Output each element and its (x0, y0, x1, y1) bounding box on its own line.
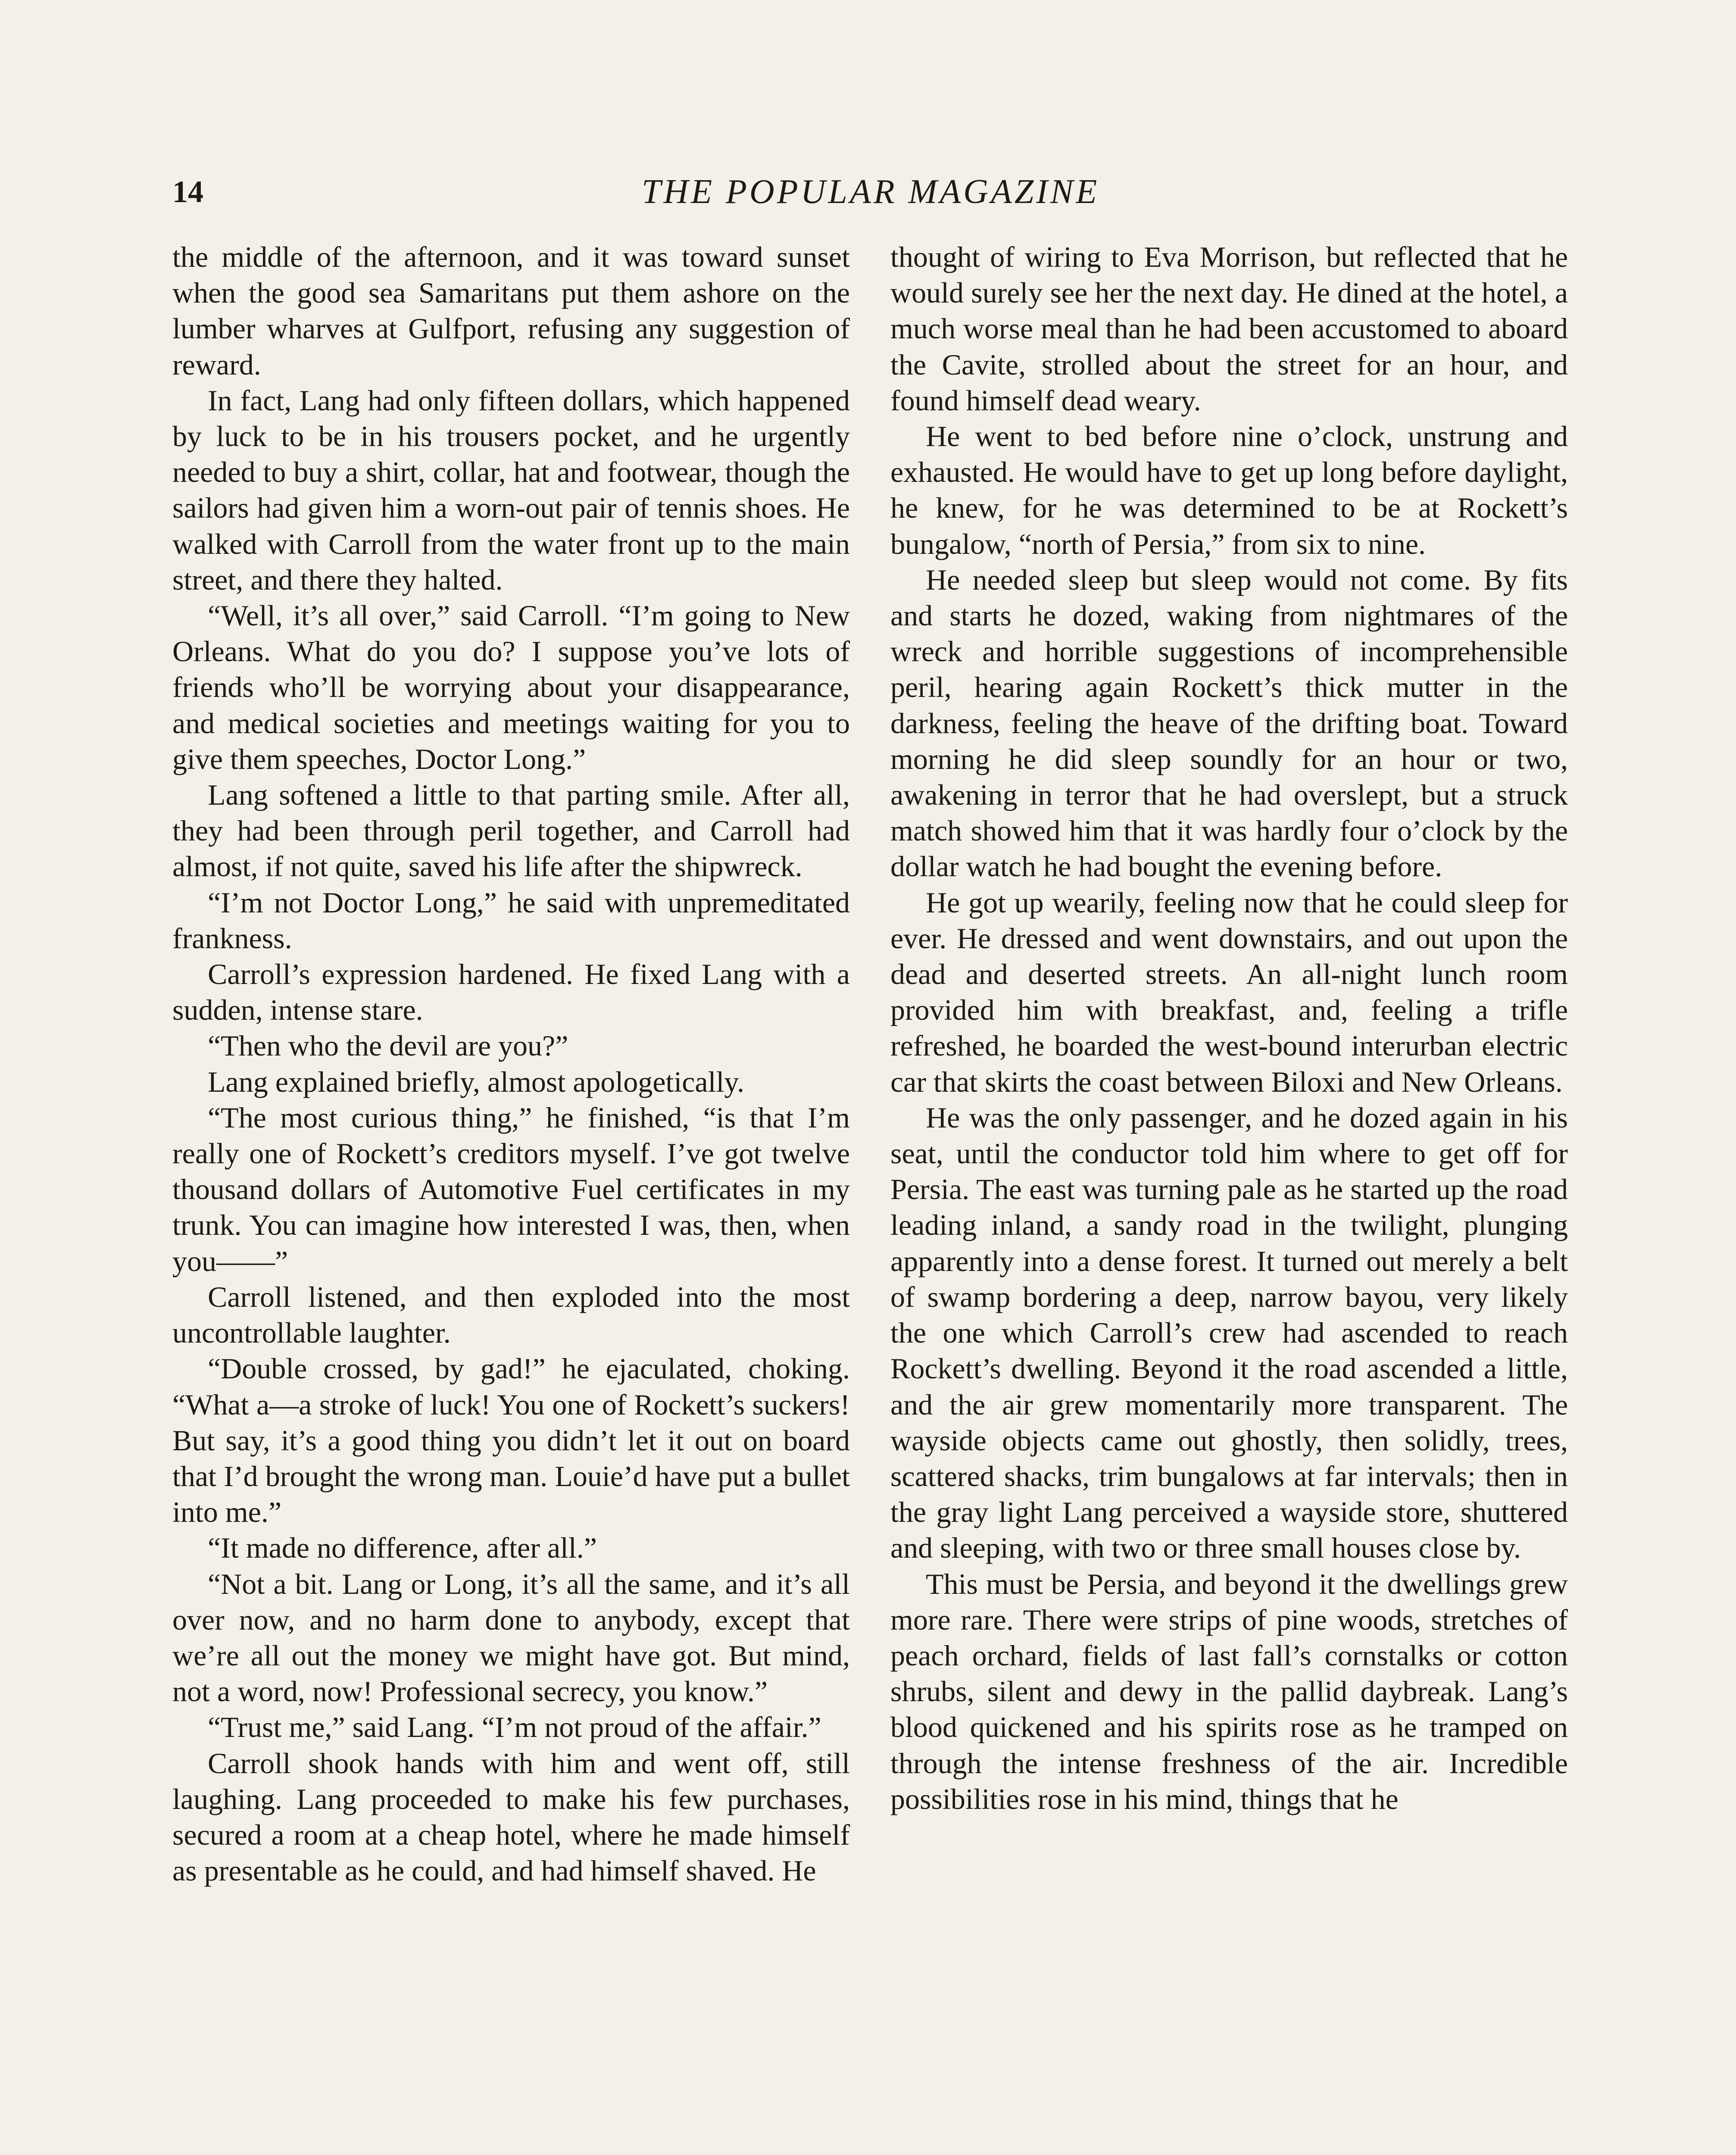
paragraph: “It made no difference, after all.” (208, 1531, 597, 1565)
paragraph: “Double crossed, by gad!” he ejaculated, choking. “What a—a stroke of luck! You one of Rockett’s suckers! But say, it’s a good thing you didn’t let it out on board that I’d brought the wrong man. Louie’d have put a bullet into me.” (172, 1352, 850, 1529)
paragraph: “I’m not Doctor Long,” he said with unpremeditated frankness. (172, 886, 850, 955)
paragraph: “Then who the devil are you?” (208, 1029, 568, 1062)
paragraph: He was the only passenger, and he dozed again in his seat, until the conductor told him where to get off for Persia. The east was turning pale as he started up the road leading inland, a sandy road in the twilight, plunging apparently into a dense forest. It turned out merely a belt of swamp bordering a deep, narrow bayou, very likely the one which Carroll’s crew had ascended to reach Rockett’s dwelling. Beyond it the road ascended a little, and the air grew momentarily more transparent. The wayside objects came out ghostly, then solidly, trees, scattered shacks, trim bungalows at far intervals; then in the gray light Lang perceived a wayside store, shuttered and sleeping, with two or three small houses close by. (890, 1101, 1568, 1565)
paragraph: Lang softened a little to that parting smile. After all, they had been through peril together, and Carroll had almost, if not quite, saved his life after the shipwreck. (172, 778, 850, 883)
paragraph: Carroll listened, and then exploded into the most uncontrollable laughter. (172, 1280, 850, 1349)
paragraph: Carroll’s expression hardened. He fixed Lang with a sudden, intense stare. (172, 958, 850, 1027)
paragraph: Lang explained briefly, almost apologetically. (208, 1065, 744, 1098)
right-column (890, 239, 1568, 1817)
paragraph: “Trust me,” said Lang. “I’m not proud of the affair.” (208, 1711, 821, 1744)
paragraph: the middle of the afternoon, and it was toward sunset when the good sea Samaritans put them ashore on the lumber wharves at Gulfport, refusing any suggestion of reward. (172, 240, 850, 381)
paragraph: He went to bed before nine o’clock, unstrung and exhausted. He would have to get up long before daylight, he knew, for he was determined to be at Rockett’s bungalow, “north of Persia,” from six to nine. (890, 420, 1568, 560)
paragraph: “Well, it’s all over,” said Carroll. “I’m going to New Orleans. What do you do? I suppose you’ve lots of friends who’ll be worrying about your disappearance, and medical societies and meetings waiting for you to give them speeches, Doctor Long.” (172, 599, 850, 775)
page-header (172, 164, 1569, 220)
paragraph: In fact, Lang had only fifteen dollars, which happened by luck to be in his trousers pocket, and he urgently needed to buy a shirt, collar, hat and footwear, though the sailors had given him a worn-out pair of tennis shoes. He walked with Carroll from the water front up to the main street, and there they halted. (172, 384, 850, 596)
left-column (172, 239, 850, 1889)
paragraph: Carroll shook hands with him and went off, still laughing. Lang proceeded to make his few purchases, secured a room at a cheap hotel, where he made himself as presentable as he could, and had himself shaved. He (172, 1746, 850, 1887)
paragraph: He got up wearily, feeling now that he could sleep for ever. He dressed and went downstairs, and out upon the dead and deserted streets. An all-night lunch room provided him with breakfast, and, feeling a trifle refreshed, he boarded the west-bound interurban electric car that skirts the coast between Biloxi and New Orleans. (890, 886, 1568, 1098)
paragraph: He needed sleep but sleep would not come. By fits and starts he dozed, waking from nightmares of the wreck and horrible suggestions of incomprehensible peril, hearing again Rockett’s thick mutter in the darkness, feeling the heave of the drifting boat. Toward morning he did sleep soundly for an hour or two, awakening in terror that he had overslept, but a struck match showed him that it was hardly four o’clock by the dollar watch he had bought the evening before. (890, 563, 1568, 883)
paragraph: “Not a bit. Lang or Long, it’s all the same, and it’s all over now, and no harm done to anybody, except that we’re all out the money we might have got. But mind, not a word, now! Professional secrecy, you know.” (172, 1567, 850, 1708)
paragraph: This must be Persia, and beyond it the dwellings grew more rare. There were strips of pine woods, stretches of peach orchard, fields of last fall’s cornstalks or cotton shrubs, silent and dewy in the pallid daybreak. Lang’s blood quickened and his spirits rose as he tramped on through the intense freshness of the air. Incredible possibilities rose in his mind, things that he (890, 1567, 1568, 1815)
running-title: THE POPULAR MAGAZINE (641, 173, 1100, 211)
page-number: 14 (172, 175, 203, 209)
paragraph: “The most curious thing,” he finished, “is that I’m really one of Rockett’s creditors myself. I’ve got twelve thousand dollars of Automotive Fuel certificates in my trunk. You can imagine how interested I was, then, when you——” (172, 1101, 850, 1277)
paragraph: thought of wiring to Eva Morrison, but reflected that he would surely see her the next day. He dined at the hotel, a much worse meal than he had been accustomed to aboard the Cavite, strolled about the street for an hour, and found himself dead weary. (890, 240, 1568, 417)
